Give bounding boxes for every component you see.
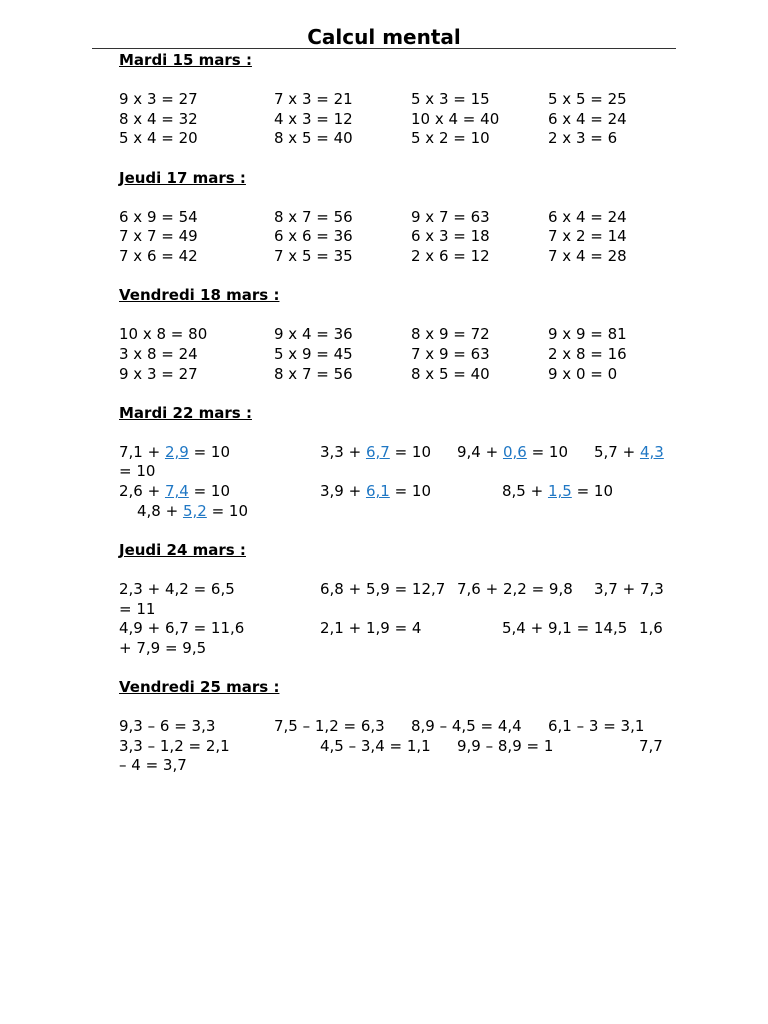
equation: 8,9 – 4,5 = 4,4 [411,717,522,736]
equation-row [119,325,679,345]
equation-row [119,717,679,737]
equation-row [119,247,679,267]
equation-row [119,462,679,482]
equation: 5,4 + 9,1 = 14,5 [502,619,628,638]
answer-value: 6,7 [365,442,390,461]
equation: 3,9 + 6,1 = 10 [320,482,432,501]
title-divider [92,48,676,49]
equation: 7 x 3 = 21 [274,90,353,109]
equation: 9,3 – 6 = 3,3 [119,717,216,736]
equation-row [119,110,679,130]
section-heading: Vendredi 25 mars : [119,678,280,696]
equation: 9 x 3 = 27 [119,90,198,109]
equation: 4,9 + 6,7 = 11,6 [119,619,245,638]
equation-row [119,619,679,639]
equation: 2,6 + 7,4 = 10 [119,482,231,501]
equation: 5 x 2 = 10 [411,129,490,148]
equation: 7 x 5 = 35 [274,246,353,265]
equation: 9 x 0 = 0 [548,364,618,383]
equation: 6,8 + 5,9 = 12,7 [320,580,446,599]
equation-row [119,365,679,385]
equation: 6 x 4 = 24 [548,207,627,226]
equation-continuation: = 10 [119,462,156,481]
equation-row [119,502,679,522]
equation: 8 x 5 = 40 [411,364,490,383]
equation-row [119,756,679,776]
equation: 5,7 + 4,3 [594,442,664,461]
equation: 7,1 + 2,9 = 10 [119,442,231,461]
answer-value: 6,1 [365,482,390,501]
equation-row [119,639,679,659]
equation: 6 x 9 = 54 [119,207,198,226]
section-heading: Mardi 22 mars : [119,403,252,422]
section-heading: Vendredi 18 mars : [119,286,280,305]
equation: 3,3 + 6,7 = 10 [320,442,432,461]
equation: 9,9 – 8,9 = 1 [457,736,554,755]
equation-row [119,443,679,463]
equation: 1,6 [639,619,663,638]
equation-row [119,580,679,600]
equation: 6,1 – 3 = 3,1 [548,717,645,736]
equation: 5 x 4 = 20 [119,129,198,148]
equation-row [119,208,679,228]
equation: 8 x 7 = 56 [274,207,353,226]
equation: 5 x 3 = 15 [411,90,490,109]
equation-continuation: + 7,9 = 9,5 [119,638,207,657]
equation-row [119,600,679,620]
document-body [119,51,679,776]
equation: 2,1 + 1,9 = 4 [320,619,422,638]
answer-value: 4,3 [639,442,664,461]
equation: 10 x 8 = 80 [119,325,208,344]
equation: 2 x 6 = 12 [411,246,490,265]
equation: 8 x 9 = 72 [411,325,490,344]
page-title: Calcul mental [307,25,461,49]
equation: 9 x 7 = 63 [411,207,490,226]
equation: 7 x 6 = 42 [119,246,198,265]
equation: 6 x 6 = 36 [274,227,353,246]
equation: 8 x 7 = 56 [274,364,353,383]
equation: 9,4 + 0,6 = 10 [457,442,569,461]
equation: 2,3 + 4,2 = 6,5 [119,580,235,599]
equation-continuation: = 11 [119,599,156,618]
section-heading: Mardi 15 mars : [119,51,252,69]
section-heading: Jeudi 24 mars : [119,540,246,559]
equation: 4,8 + 5,2 = 10 [137,501,249,520]
equation: 4,5 – 3,4 = 1,1 [320,736,431,755]
equation-continuation: – 4 = 3,7 [119,756,187,775]
equation: 7 x 2 = 14 [548,227,627,246]
equation: 3,7 + 7,3 [594,580,664,599]
answer-value: 0,6 [502,442,527,461]
equation-row [119,227,679,247]
equation: 4 x 3 = 12 [274,109,353,128]
equation: 9 x 3 = 27 [119,364,198,383]
equation: 7 x 7 = 49 [119,227,198,246]
equation: 6 x 4 = 24 [548,109,627,128]
answer-value: 1,5 [547,482,572,501]
equation: 5 x 9 = 45 [274,344,353,363]
equation: 3,3 – 1,2 = 2,1 [119,736,230,755]
equation: 6 x 3 = 18 [411,227,490,246]
equation: 8 x 5 = 40 [274,129,353,148]
equation: 10 x 4 = 40 [411,109,500,128]
equation: 2 x 8 = 16 [548,344,627,363]
equation: 2 x 3 = 6 [548,129,618,148]
equation: 9 x 4 = 36 [274,325,353,344]
equation: 7,6 + 2,2 = 9,8 [457,580,573,599]
equation: 3 x 8 = 24 [119,344,198,363]
equation-row [119,345,679,365]
equation: 9 x 9 = 81 [548,325,627,344]
equation: 8 x 4 = 32 [119,109,198,128]
section-heading: Jeudi 17 mars : [119,168,246,187]
equation-row [119,737,679,757]
equation: 7,5 – 1,2 = 6,3 [274,717,385,736]
equation-row [119,90,679,110]
answer-value: 5,2 [182,501,207,520]
equation: 7 x 4 = 28 [548,246,627,265]
answer-value: 7,4 [164,482,189,501]
equation: 7,7 [639,736,663,755]
equation-row [119,129,679,149]
equation: 8,5 + 1,5 = 10 [502,482,614,501]
answer-value: 2,9 [164,442,189,461]
equation-row [119,482,679,502]
equation: 7 x 9 = 63 [411,344,490,363]
equation: 5 x 5 = 25 [548,90,627,109]
